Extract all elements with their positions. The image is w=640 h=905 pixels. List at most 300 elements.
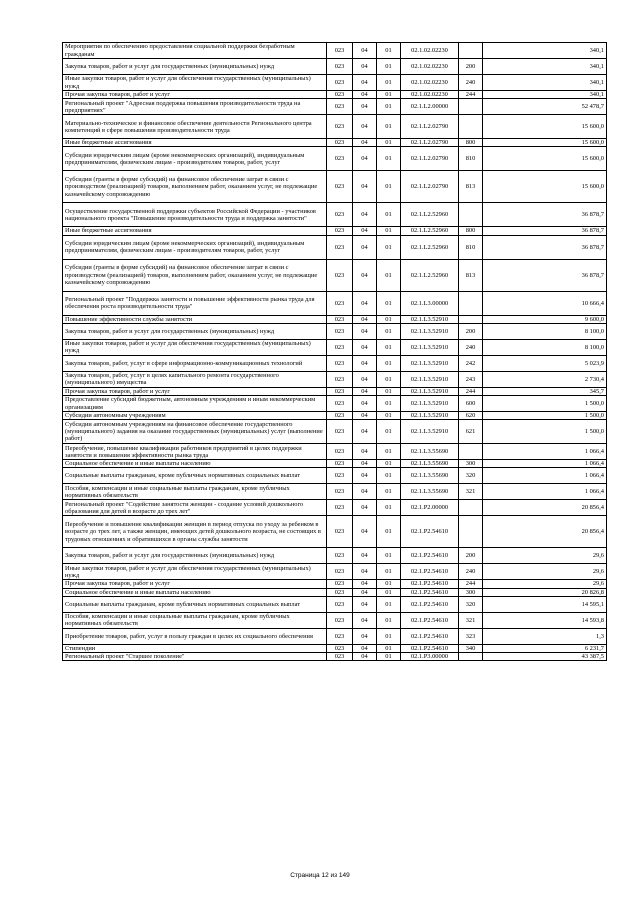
amount: 52 478,7 (483, 99, 607, 115)
table-row (63, 396, 607, 412)
target-article-code: 02.1.02.02230 (401, 75, 459, 91)
table-row (63, 612, 607, 628)
section-code: 04 (353, 99, 377, 115)
subsection-code: 01 (377, 588, 401, 596)
target-article-code: 02.1.P2.54610 (401, 596, 459, 612)
ministry-code: 023 (327, 580, 353, 588)
target-article-code: 02.1.L2.02790 (401, 139, 459, 147)
expense-type-code: 600 (459, 396, 483, 412)
section-code: 04 (353, 75, 377, 91)
ministry-code: 023 (327, 588, 353, 596)
item-name: Субсидии автономным учреждениям на финансовое обеспечение государственного (муниципального) задания на оказание государственных (муниципальных) услуг (выполнение работ) (63, 420, 327, 444)
target-article-code: 02.1.P2.00000 (401, 500, 459, 516)
table-row (63, 588, 607, 596)
table-row (63, 653, 607, 661)
ministry-code: 023 (327, 548, 353, 564)
target-article-code: 02.1.L2.52960 (401, 259, 459, 291)
ministry-code: 023 (327, 339, 353, 355)
ministry-code: 023 (327, 653, 353, 661)
subsection-code: 01 (377, 75, 401, 91)
item-name: Региональный проект "Адресная поддержка повышения производительности труда на предприятиях" (63, 99, 327, 115)
table-row (63, 355, 607, 371)
ministry-code: 023 (327, 147, 353, 171)
section-code: 04 (353, 43, 377, 59)
target-article-code: 02.1.L2.52960 (401, 203, 459, 227)
target-article-code: 02.1.P2.54610 (401, 516, 459, 548)
target-article-code: 02.1.L3.52910 (401, 323, 459, 339)
item-name: Предоставление субсидий бюджетным, автономным учреждениям и иным некоммерческим организациям (63, 396, 327, 412)
ministry-code: 023 (327, 139, 353, 147)
subsection-code: 01 (377, 59, 401, 75)
amount: 15 600,0 (483, 115, 607, 139)
item-name: Прочая закупка товаров, работ и услуг (63, 387, 327, 395)
expense-type-code: 321 (459, 612, 483, 628)
item-name: Субсидии юридическим лицам (кроме некоммерческих организаций), индивидуальным предпринимателям, физическим лицам - производителям товаров, работ, услуг (63, 235, 327, 259)
amount: 36 878,7 (483, 227, 607, 235)
item-name: Социальные выплаты гражданам, кроме публичных нормативных социальных выплат (63, 596, 327, 612)
expense-type-code: 810 (459, 235, 483, 259)
target-article-code: 02.1.L3.52910 (401, 371, 459, 387)
expense-type-code: 200 (459, 323, 483, 339)
item-name: Иные закупки товаров, работ и услуг для обеспечения государственных (муниципальных) нужд (63, 564, 327, 580)
item-name: Закупка товаров, работ, услуг в сфере информационно-коммуникационных технологий (63, 355, 327, 371)
ministry-code: 023 (327, 203, 353, 227)
subsection-code: 01 (377, 371, 401, 387)
amount: 1 066,4 (483, 468, 607, 484)
table-row (63, 371, 607, 387)
expense-type-code: 243 (459, 371, 483, 387)
amount: 20 856,4 (483, 500, 607, 516)
subsection-code: 01 (377, 235, 401, 259)
subsection-code: 01 (377, 43, 401, 59)
expense-type-code: 242 (459, 355, 483, 371)
table-row (63, 139, 607, 147)
section-code: 04 (353, 203, 377, 227)
table-row (63, 548, 607, 564)
target-article-code: 02.1.P2.54610 (401, 548, 459, 564)
section-code: 04 (353, 484, 377, 500)
table-row (63, 420, 607, 444)
amount: 1 500,0 (483, 412, 607, 420)
expense-type-code: 323 (459, 628, 483, 644)
amount: 8 100,0 (483, 323, 607, 339)
item-name: Переобучение и повышение квалификации женщин в период отпуска по уходу за ребенком в возрасте до трех лет, а также женщин, имеющих детей дошкольного возраста, не состоящих в трудовых отношениях и обратившихся в органы службы занятости (63, 516, 327, 548)
target-article-code: 02.1.L3.52910 (401, 355, 459, 371)
target-article-code: 02.1.L3.55690 (401, 468, 459, 484)
table-row (63, 203, 607, 227)
expense-type-code (459, 291, 483, 315)
expense-type-code (459, 315, 483, 323)
target-article-code: 02.1.02.02230 (401, 59, 459, 75)
section-code: 04 (353, 323, 377, 339)
target-article-code: 02.1.L3.55690 (401, 444, 459, 460)
section-code: 04 (353, 235, 377, 259)
expense-type-code: 813 (459, 171, 483, 203)
section-code: 04 (353, 588, 377, 596)
subsection-code: 01 (377, 500, 401, 516)
section-code: 04 (353, 91, 377, 99)
table-row (63, 99, 607, 115)
section-code: 04 (353, 500, 377, 516)
table-row (63, 484, 607, 500)
item-name: Закупка товаров, работ и услуг для государственных (муниципальных) нужд (63, 323, 327, 339)
table-row (63, 412, 607, 420)
target-article-code: 02.1.P2.54610 (401, 612, 459, 628)
section-code: 04 (353, 371, 377, 387)
subsection-code: 01 (377, 291, 401, 315)
amount: 2 730,4 (483, 371, 607, 387)
amount: 10 666,4 (483, 291, 607, 315)
section-code: 04 (353, 460, 377, 468)
amount: 36 878,7 (483, 235, 607, 259)
item-name: Социальное обеспечение и иные выплаты населению (63, 588, 327, 596)
section-code: 04 (353, 227, 377, 235)
expense-type-code: 320 (459, 468, 483, 484)
ministry-code: 023 (327, 396, 353, 412)
expense-type-code (459, 115, 483, 139)
item-name: Стипендии (63, 644, 327, 652)
ministry-code: 023 (327, 259, 353, 291)
expense-type-code (459, 444, 483, 460)
subsection-code: 01 (377, 323, 401, 339)
section-code: 04 (353, 596, 377, 612)
expense-type-code: 813 (459, 259, 483, 291)
target-article-code: 02.1.L3.55690 (401, 460, 459, 468)
subsection-code: 01 (377, 644, 401, 652)
table-row (63, 387, 607, 395)
section-code: 04 (353, 355, 377, 371)
subsection-code: 01 (377, 171, 401, 203)
item-name: Переобучение, повышение квалификации работников предприятий в целях поддержки занятости и повышения эффективности рынка труда (63, 444, 327, 460)
item-name: Повышение эффективности службы занятости (63, 315, 327, 323)
target-article-code: 02.1.L2.52960 (401, 235, 459, 259)
section-code: 04 (353, 115, 377, 139)
section-code: 04 (353, 147, 377, 171)
section-code: 04 (353, 139, 377, 147)
section-code: 04 (353, 468, 377, 484)
ministry-code: 023 (327, 644, 353, 652)
table-row (63, 235, 607, 259)
subsection-code: 01 (377, 412, 401, 420)
expense-type-code: 240 (459, 564, 483, 580)
target-article-code: 02.1.L2.00000 (401, 99, 459, 115)
subsection-code: 01 (377, 387, 401, 395)
table-row (63, 91, 607, 99)
amount: 9 600,0 (483, 315, 607, 323)
table-row (63, 596, 607, 612)
section-code: 04 (353, 339, 377, 355)
amount: 6 231,7 (483, 644, 607, 652)
amount: 20 856,4 (483, 516, 607, 548)
item-name: Субсидии (гранты в форме субсидий) на финансовое обеспечение затрат в связи с производством (реализацией) товаров, выполнением работ, оказанием услуг, не подлежащие казначейскому сопровождению (63, 171, 327, 203)
expense-type-code (459, 653, 483, 661)
ministry-code: 023 (327, 115, 353, 139)
section-code: 04 (353, 315, 377, 323)
subsection-code: 01 (377, 339, 401, 355)
item-name: Закупка товаров, работ и услуг для государственных (муниципальных) нужд (63, 548, 327, 564)
subsection-code: 01 (377, 444, 401, 460)
table-row (63, 460, 607, 468)
expense-type-code: 200 (459, 59, 483, 75)
subsection-code: 01 (377, 147, 401, 171)
section-code: 04 (353, 420, 377, 444)
amount: 8 100,0 (483, 339, 607, 355)
subsection-code: 01 (377, 355, 401, 371)
section-code: 04 (353, 516, 377, 548)
section-code: 04 (353, 548, 377, 564)
expense-type-code: 244 (459, 91, 483, 99)
section-code: 04 (353, 291, 377, 315)
budget-table-body (63, 43, 607, 661)
table-row (63, 43, 607, 59)
amount: 345,7 (483, 387, 607, 395)
ministry-code: 023 (327, 59, 353, 75)
ministry-code: 023 (327, 516, 353, 548)
amount: 1,3 (483, 628, 607, 644)
subsection-code: 01 (377, 396, 401, 412)
expense-type-code: 244 (459, 580, 483, 588)
section-code: 04 (353, 612, 377, 628)
target-article-code: 02.1.P3.00000 (401, 653, 459, 661)
ministry-code: 023 (327, 99, 353, 115)
target-article-code: 02.1.L3.52910 (401, 339, 459, 355)
target-article-code: 02.1.P2.54610 (401, 564, 459, 580)
table-row (63, 580, 607, 588)
subsection-code: 01 (377, 460, 401, 468)
amount: 36 878,7 (483, 259, 607, 291)
subsection-code: 01 (377, 548, 401, 564)
ministry-code: 023 (327, 91, 353, 99)
ministry-code: 023 (327, 291, 353, 315)
subsection-code: 01 (377, 91, 401, 99)
item-name: Иные бюджетные ассигнования (63, 139, 327, 147)
page-number: Страница 12 из 149 (290, 872, 350, 879)
expense-type-code (459, 99, 483, 115)
ministry-code: 023 (327, 596, 353, 612)
table-row (63, 227, 607, 235)
section-code: 04 (353, 644, 377, 652)
ministry-code: 023 (327, 420, 353, 444)
table-row (63, 444, 607, 460)
target-article-code: 02.1.02.02230 (401, 43, 459, 59)
expense-type-code (459, 500, 483, 516)
target-article-code: 02.1.L3.52910 (401, 396, 459, 412)
amount: 29,6 (483, 580, 607, 588)
expense-type-code: 800 (459, 227, 483, 235)
target-article-code: 02.1.L3.52910 (401, 420, 459, 444)
table-row (63, 339, 607, 355)
target-article-code: 02.1.P2.54610 (401, 644, 459, 652)
ministry-code: 023 (327, 412, 353, 420)
expense-type-code: 800 (459, 139, 483, 147)
ministry-code: 023 (327, 628, 353, 644)
ministry-code: 023 (327, 315, 353, 323)
ministry-code: 023 (327, 371, 353, 387)
ministry-code: 023 (327, 227, 353, 235)
ministry-code: 023 (327, 468, 353, 484)
item-name: Субсидии юридическим лицам (кроме некоммерческих организаций), индивидуальным предпринимателям, физическим лицам - производителям товаров, работ, услуг (63, 147, 327, 171)
subsection-code: 01 (377, 612, 401, 628)
table-row (63, 259, 607, 291)
amount: 340,1 (483, 43, 607, 59)
section-code: 04 (353, 412, 377, 420)
item-name: Региональный проект "Старшее поколение" (63, 653, 327, 661)
subsection-code: 01 (377, 468, 401, 484)
item-name: Пособия, компенсации и иные социальные выплаты гражданам, кроме публичных нормативных обязательств (63, 484, 327, 500)
amount: 15 600,0 (483, 171, 607, 203)
ministry-code: 023 (327, 500, 353, 516)
amount: 1 066,4 (483, 484, 607, 500)
table-row (63, 564, 607, 580)
subsection-code: 01 (377, 203, 401, 227)
ministry-code: 023 (327, 171, 353, 203)
table-row (63, 468, 607, 484)
ministry-code: 023 (327, 75, 353, 91)
item-name: Социальные выплаты гражданам, кроме публичных нормативных социальных выплат (63, 468, 327, 484)
ministry-code: 023 (327, 387, 353, 395)
ministry-code: 023 (327, 444, 353, 460)
table-row (63, 516, 607, 548)
ministry-code: 023 (327, 323, 353, 339)
expense-type-code: 240 (459, 339, 483, 355)
target-article-code: 02.1.L3.55690 (401, 484, 459, 500)
section-code: 04 (353, 259, 377, 291)
table-row (63, 644, 607, 652)
amount: 15 600,0 (483, 147, 607, 171)
expense-type-code: 200 (459, 548, 483, 564)
table-row (63, 291, 607, 315)
page-footer (0, 872, 640, 879)
amount: 5 023,9 (483, 355, 607, 371)
target-article-code: 02.1.L3.52910 (401, 412, 459, 420)
ministry-code: 023 (327, 484, 353, 500)
expense-type-code (459, 203, 483, 227)
expense-type-code: 621 (459, 420, 483, 444)
table-row (63, 59, 607, 75)
item-name: Прочая закупка товаров, работ и услуг (63, 580, 327, 588)
item-name: Иные закупки товаров, работ и услуг для обеспечения государственных (муниципальных) нужд (63, 339, 327, 355)
ministry-code: 023 (327, 564, 353, 580)
expense-type-code: 340 (459, 644, 483, 652)
expense-type-code: 300 (459, 460, 483, 468)
expense-type-code: 810 (459, 147, 483, 171)
amount: 29,6 (483, 548, 607, 564)
target-article-code: 02.1.L3.52910 (401, 387, 459, 395)
amount: 43 387,5 (483, 653, 607, 661)
section-code: 04 (353, 396, 377, 412)
expense-type-code: 320 (459, 596, 483, 612)
subsection-code: 01 (377, 259, 401, 291)
amount: 1 066,4 (483, 444, 607, 460)
amount: 340,1 (483, 59, 607, 75)
target-article-code: 02.1.P2.54610 (401, 580, 459, 588)
amount: 36 878,7 (483, 203, 607, 227)
budget-table (62, 42, 607, 661)
subsection-code: 01 (377, 227, 401, 235)
section-code: 04 (353, 580, 377, 588)
item-name: Закупка товаров, работ, услуг в целях капитального ремонта государственного (муниципального) имущества (63, 371, 327, 387)
table-row (63, 171, 607, 203)
subsection-code: 01 (377, 139, 401, 147)
subsection-code: 01 (377, 564, 401, 580)
item-name: Прочая закупка товаров, работ и услуг (63, 91, 327, 99)
expense-type-code: 300 (459, 588, 483, 596)
section-code: 04 (353, 171, 377, 203)
target-article-code: 02.1.L2.02790 (401, 171, 459, 203)
subsection-code: 01 (377, 420, 401, 444)
section-code: 04 (353, 59, 377, 75)
target-article-code: 02.1.L2.02790 (401, 147, 459, 171)
expense-type-code (459, 516, 483, 548)
section-code: 04 (353, 653, 377, 661)
target-article-code: 02.1.L2.02790 (401, 115, 459, 139)
expense-type-code (459, 43, 483, 59)
item-name: Закупка товаров, работ и услуг для государственных (муниципальных) нужд (63, 59, 327, 75)
target-article-code: 02.1.P2.54610 (401, 588, 459, 596)
item-name: Мероприятия по обеспечению предоставления социальной поддержки безработным гражданам (63, 43, 327, 59)
amount: 14 593,8 (483, 612, 607, 628)
target-article-code: 02.1.P2.54610 (401, 628, 459, 644)
item-name: Приобретение товаров, работ, услуг в пользу граждан в целях их социального обеспечения (63, 628, 327, 644)
item-name: Иные закупки товаров, работ и услуг для обеспечения государственных (муниципальных) нужд (63, 75, 327, 91)
amount: 340,1 (483, 75, 607, 91)
amount: 20 826,8 (483, 588, 607, 596)
table-row (63, 500, 607, 516)
item-name: Иные бюджетные ассигнования (63, 227, 327, 235)
ministry-code: 023 (327, 612, 353, 628)
section-code: 04 (353, 444, 377, 460)
item-name: Субсидии (гранты в форме субсидий) на финансовое обеспечение затрат в связи с производством (реализацией) товаров, выполнением работ, оказанием услуг, не подлежащие казначейскому сопровождению (63, 259, 327, 291)
table-row (63, 115, 607, 139)
item-name: Пособия, компенсации и иные социальные выплаты гражданам, кроме публичных нормативных обязательств (63, 612, 327, 628)
amount: 1 066,4 (483, 460, 607, 468)
ministry-code: 023 (327, 460, 353, 468)
target-article-code: 02.1.L2.52960 (401, 227, 459, 235)
subsection-code: 01 (377, 115, 401, 139)
item-name: Социальное обеспечение и иные выплаты населению (63, 460, 327, 468)
table-row (63, 75, 607, 91)
subsection-code: 01 (377, 580, 401, 588)
subsection-code: 01 (377, 484, 401, 500)
item-name: Региональный проект "Содействие занятости женщин - создание условий дошкольного образования для детей в возрасте до трех лет" (63, 500, 327, 516)
expense-type-code: 321 (459, 484, 483, 500)
amount: 29,6 (483, 564, 607, 580)
section-code: 04 (353, 628, 377, 644)
expense-type-code: 244 (459, 387, 483, 395)
subsection-code: 01 (377, 516, 401, 548)
amount: 15 600,0 (483, 139, 607, 147)
subsection-code: 01 (377, 99, 401, 115)
table-row (63, 315, 607, 323)
target-article-code: 02.1.L3.00000 (401, 291, 459, 315)
subsection-code: 01 (377, 596, 401, 612)
section-code: 04 (353, 387, 377, 395)
amount: 1 500,0 (483, 420, 607, 444)
item-name: Осуществление государственной поддержки субъектов Российской Федерации - участников национального проекта "Повышение производительности труда и поддержка занятости" (63, 203, 327, 227)
table-row (63, 323, 607, 339)
table-row (63, 147, 607, 171)
item-name: Субсидии автономным учреждениям (63, 412, 327, 420)
target-article-code: 02.1.02.02230 (401, 91, 459, 99)
expense-type-code: 240 (459, 75, 483, 91)
subsection-code: 01 (377, 628, 401, 644)
expense-type-code: 620 (459, 412, 483, 420)
section-code: 04 (353, 564, 377, 580)
subsection-code: 01 (377, 315, 401, 323)
amount: 14 595,1 (483, 596, 607, 612)
ministry-code: 023 (327, 235, 353, 259)
ministry-code: 023 (327, 43, 353, 59)
